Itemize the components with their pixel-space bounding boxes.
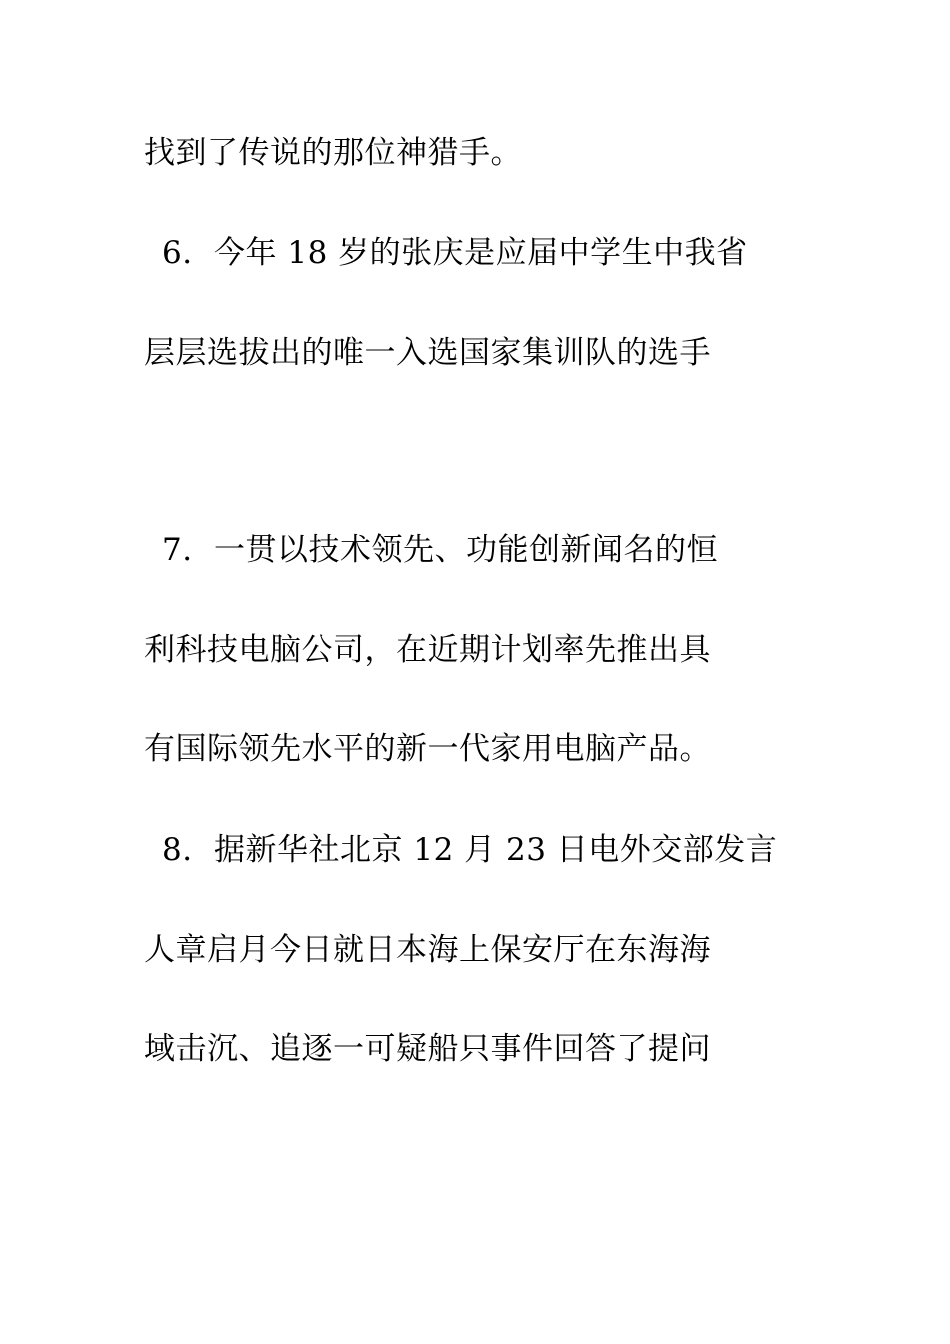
item-number: 7.	[162, 532, 193, 568]
text-line: 域击沉、追逐一可疑船只事件回答了提问	[144, 1031, 711, 1067]
text-line: 人章启月今日就日本海上保安厅在东海海	[144, 932, 711, 968]
text-line: 利科技电脑公司，在近期计划率先推出具	[144, 632, 711, 668]
item-number: 6.	[162, 235, 193, 271]
list-item-6	[144, 228, 814, 278]
text-line: 找到了传说的那位神猎手。	[144, 135, 522, 171]
item-text: 一贯以技术领先、功能创新闻名的恒	[214, 532, 718, 568]
item-number: 8.	[162, 832, 193, 868]
item-text: 据新华社北京 12 月 23 日电外交部发言	[214, 832, 778, 868]
list-item-8	[144, 825, 814, 875]
list-item-7	[144, 525, 814, 575]
item-text: 今年 18 岁的张庆是应届中学生中我省	[214, 235, 748, 271]
text-line: 层层选拔出的唯一入选国家集训队的选手	[144, 335, 711, 371]
text-line: 有国际领先水平的新一代家用电脑产品。	[144, 731, 711, 767]
